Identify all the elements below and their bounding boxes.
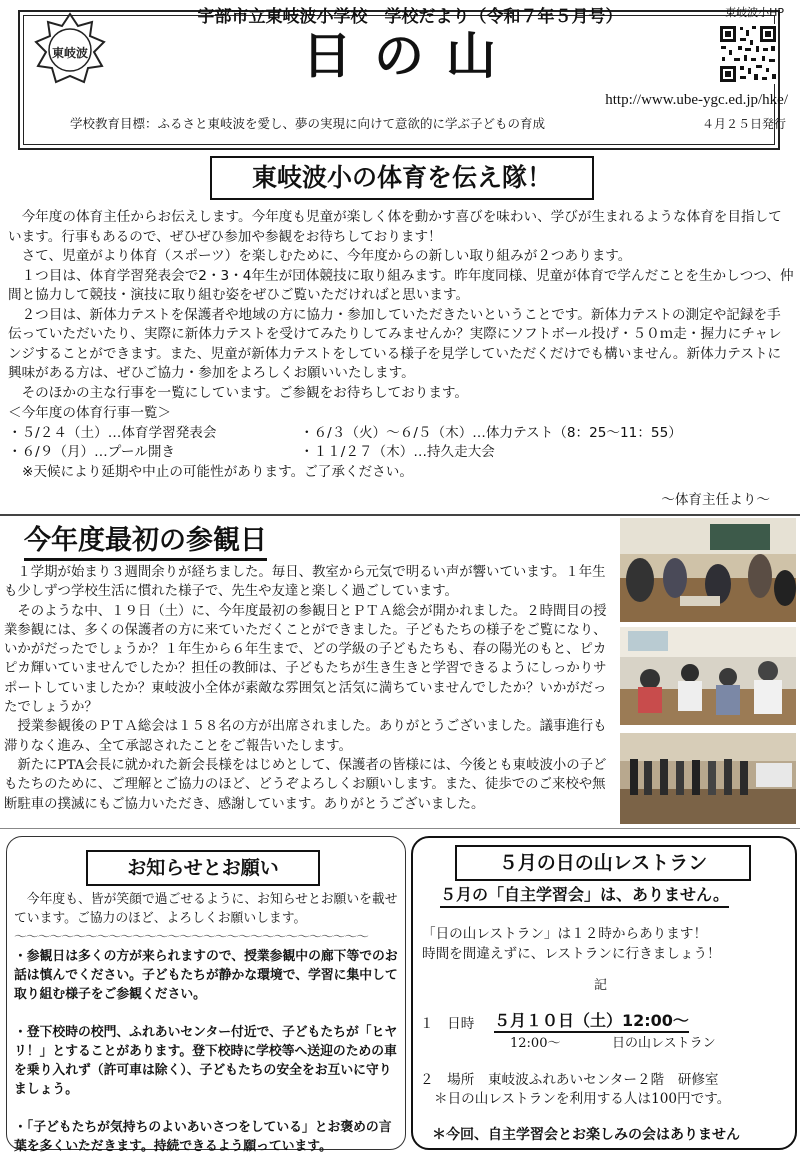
event-item: ・６/９（月）…プール開き: [8, 444, 176, 460]
notice-body: [14, 890, 400, 1156]
pe-signature: ～体育主任より～: [661, 492, 770, 508]
visit-paragraph: 新たにPTA会長に就かれた新会長様をはじめとして、保護者の皆様には、今後とも東岐波小の子どもたちのために、ご理解とご協力のほど、どうぞよろしくお願いします。また、徒歩でのご来校や無断駐車の撲滅にもご協力いただき、感謝しています。ありがとうございました。: [4, 757, 607, 812]
section-divider: [0, 514, 800, 516]
event-item: ・６/３（火）～６/５（木）…体力テスト（8：25～11：55）: [300, 424, 682, 441]
classroom-photo: [620, 518, 796, 622]
school-url-link[interactable]: http://www.ube-ygc.ed.jp/hke/: [605, 92, 788, 108]
notice-title: お知らせとお願い: [86, 850, 320, 886]
restaurant-intro-text: 「日の山レストラン」は１２時からあります！ 時間を間違えずに、レストランに行きましょう！: [422, 926, 721, 962]
emblem-text: 東岐波: [51, 46, 89, 60]
restaurant-time-place: 日の山レストラン: [612, 1036, 716, 1051]
pe-event-list: [8, 404, 794, 482]
visit-paragraph: そのような中、１９日（土）に、今年度最初の参観日とＰＴＡ総会が開かれました。２時間目の授業参観には、多くの保護者の方に来ていただくことができました。子どもたちの様子をご覧になり、いかがだったでしょうか？１年生から６年生まで、どの学級の子どもたちも、春の陽光のもと、ピカピカ輝いていませんでしたか？担任の教師は、子どもたちが生き生きと学習できるようにしっかりサポートしていましたか？東岐波小全体が素敵な雰囲気と活気に満ちていませんでしたか？いかがだったでしょうか？: [4, 603, 607, 716]
event-list-heading: ＜今年度の体育行事一覧＞: [8, 405, 172, 421]
school-emblem: [32, 12, 108, 88]
restaurant-time: 12:00～: [510, 1036, 561, 1051]
restaurant-place: ２ 場所 東岐波ふれあいセンター２階 研修室: [420, 1072, 719, 1088]
issue-date: ４月２５日発行: [701, 117, 786, 131]
restaurant-ki: 記: [594, 978, 608, 993]
notice-item: ・「子どもたちが気持ちのよいあいさつをしている」とお褒めの言葉を多くいただきます。持続できるよう願っています。: [14, 1120, 392, 1154]
pta-meeting-photo: [620, 733, 796, 824]
visit-paragraph: １学期が始まり３週間余りが経ちました。毎日、教室から元気で明るい声が響いています。１年生も少しずつ学校生活に慣れた様子で、先生や友達と楽しく過ごしています。: [4, 565, 606, 600]
notice-item: ・登下校時の校門、ふれあいセンター付近で、子どもたちが「ヒヤリ！」とすることがあります。登下校時に学校等へ送迎のための車を乗り入れず（許可車は除く）、子どもたちの安全をお互いに守りましょう。: [14, 1025, 398, 1097]
pe-section-body: [8, 208, 794, 403]
pe-section-title: 東岐波小の体育を伝え隊！: [210, 156, 594, 200]
pe-paragraph: さて、児童がより体育（スポーツ）を楽しむために、今年度からの新しい取り組みが２つあります。: [8, 248, 632, 264]
classroom-photo: [620, 627, 796, 725]
wave-separator: ～～～～～～～～～～～～～～～～～～～～～～～～～～～～～～: [14, 930, 368, 945]
pe-paragraph: １つ目は、体育学習発表会で2・3・4年生が団体競技に取り組みます。昨年度同様、児童が体育で学んだことを生かしつつ、仲間と協力して競技・演技に取り組む姿をぜひご覧いただければと思います。: [8, 267, 794, 303]
notice-item: ・参観日は多くの方が来られますので、授業参観中の廊下等でのお話は慎んでください。子どもたちが静かな環境で、学習に集中して取り組む様子をご参観ください。: [14, 949, 398, 1002]
event-item: ・５/２４（土）…体育学習発表会: [8, 424, 217, 441]
school-line: 宇部市立東岐波小学校 学校だより（令和７年５月号）: [197, 7, 623, 27]
restaurant-intro: [422, 924, 794, 964]
pe-paragraph: そのほかの主な行事を一覧にしています。ご参観をお待ちしております。: [8, 384, 469, 401]
restaurant-subtitle: ５月の「自主学習会」は、ありません。: [440, 884, 729, 908]
pe-paragraph: 今年度の体育主任からお伝えします。今年度も児童が楽しく体を動かす喜びを味わい、学びが生まれるような体育を目指しています。行事もあるので、ぜひぜひ参加や参観をお待ちしております！: [8, 209, 782, 245]
qr-code-icon[interactable]: [718, 24, 778, 84]
hp-label: 東岐波小HP: [725, 6, 784, 19]
visit-paragraph: 授業参観後のＰＴＡ総会は１５８名の方が出席されました。ありがとうございました。議事進行も滞りなく進み、全て承認されたことをご報告いたします。: [4, 719, 607, 754]
event-item: ・１１/２７（木）…持久走大会: [300, 444, 495, 460]
notice-intro: 今年度も、皆が笑顔で過ごせるように、お知らせとお願いを載せています。ご協力のほど、よろしくお願いします。: [14, 892, 398, 926]
datetime-value: ５月１０日（土）12:00～: [494, 1008, 689, 1033]
section-divider: [0, 828, 800, 829]
visit-section-body: [4, 563, 610, 814]
restaurant-fee-note: ＊日の山レストランを利用する人は100円です。: [434, 1091, 731, 1107]
page-title: 日の山: [302, 27, 518, 85]
visit-section-title: 今年度最初の参観日: [24, 524, 267, 561]
weather-note: ※天候により延期や中止の可能性があります。ご了承ください。: [22, 463, 413, 480]
pe-paragraph: ２つ目は、新体力テストを保護者や地域の方に協力・参加していただきたいということです。新体力テストの測定や記録を手伝っていただいたり、実際に新体力テストを受けてみたりしてみませんか？実際にソフトボール投げ・５０ｍ走・握力にチャレンジすることができます。また、児童が新体力テストをしている様子を見学していただくだけでも構いません。新体力テストに興味がある方は、ぜひご協力・参加をよろしくお願いいたします。: [8, 306, 782, 381]
restaurant-title: ５月の日の山レストラン: [455, 845, 751, 881]
datetime-label: １ 日時: [420, 1016, 475, 1032]
education-goal: 学校教育目標：ふるさと東岐波を愛し、夢の実現に向けて意欲的に学ぶ子どもの育成: [70, 116, 546, 131]
restaurant-final-note: ＊今回、自主学習会とお楽しみの会はありません: [432, 1127, 740, 1143]
